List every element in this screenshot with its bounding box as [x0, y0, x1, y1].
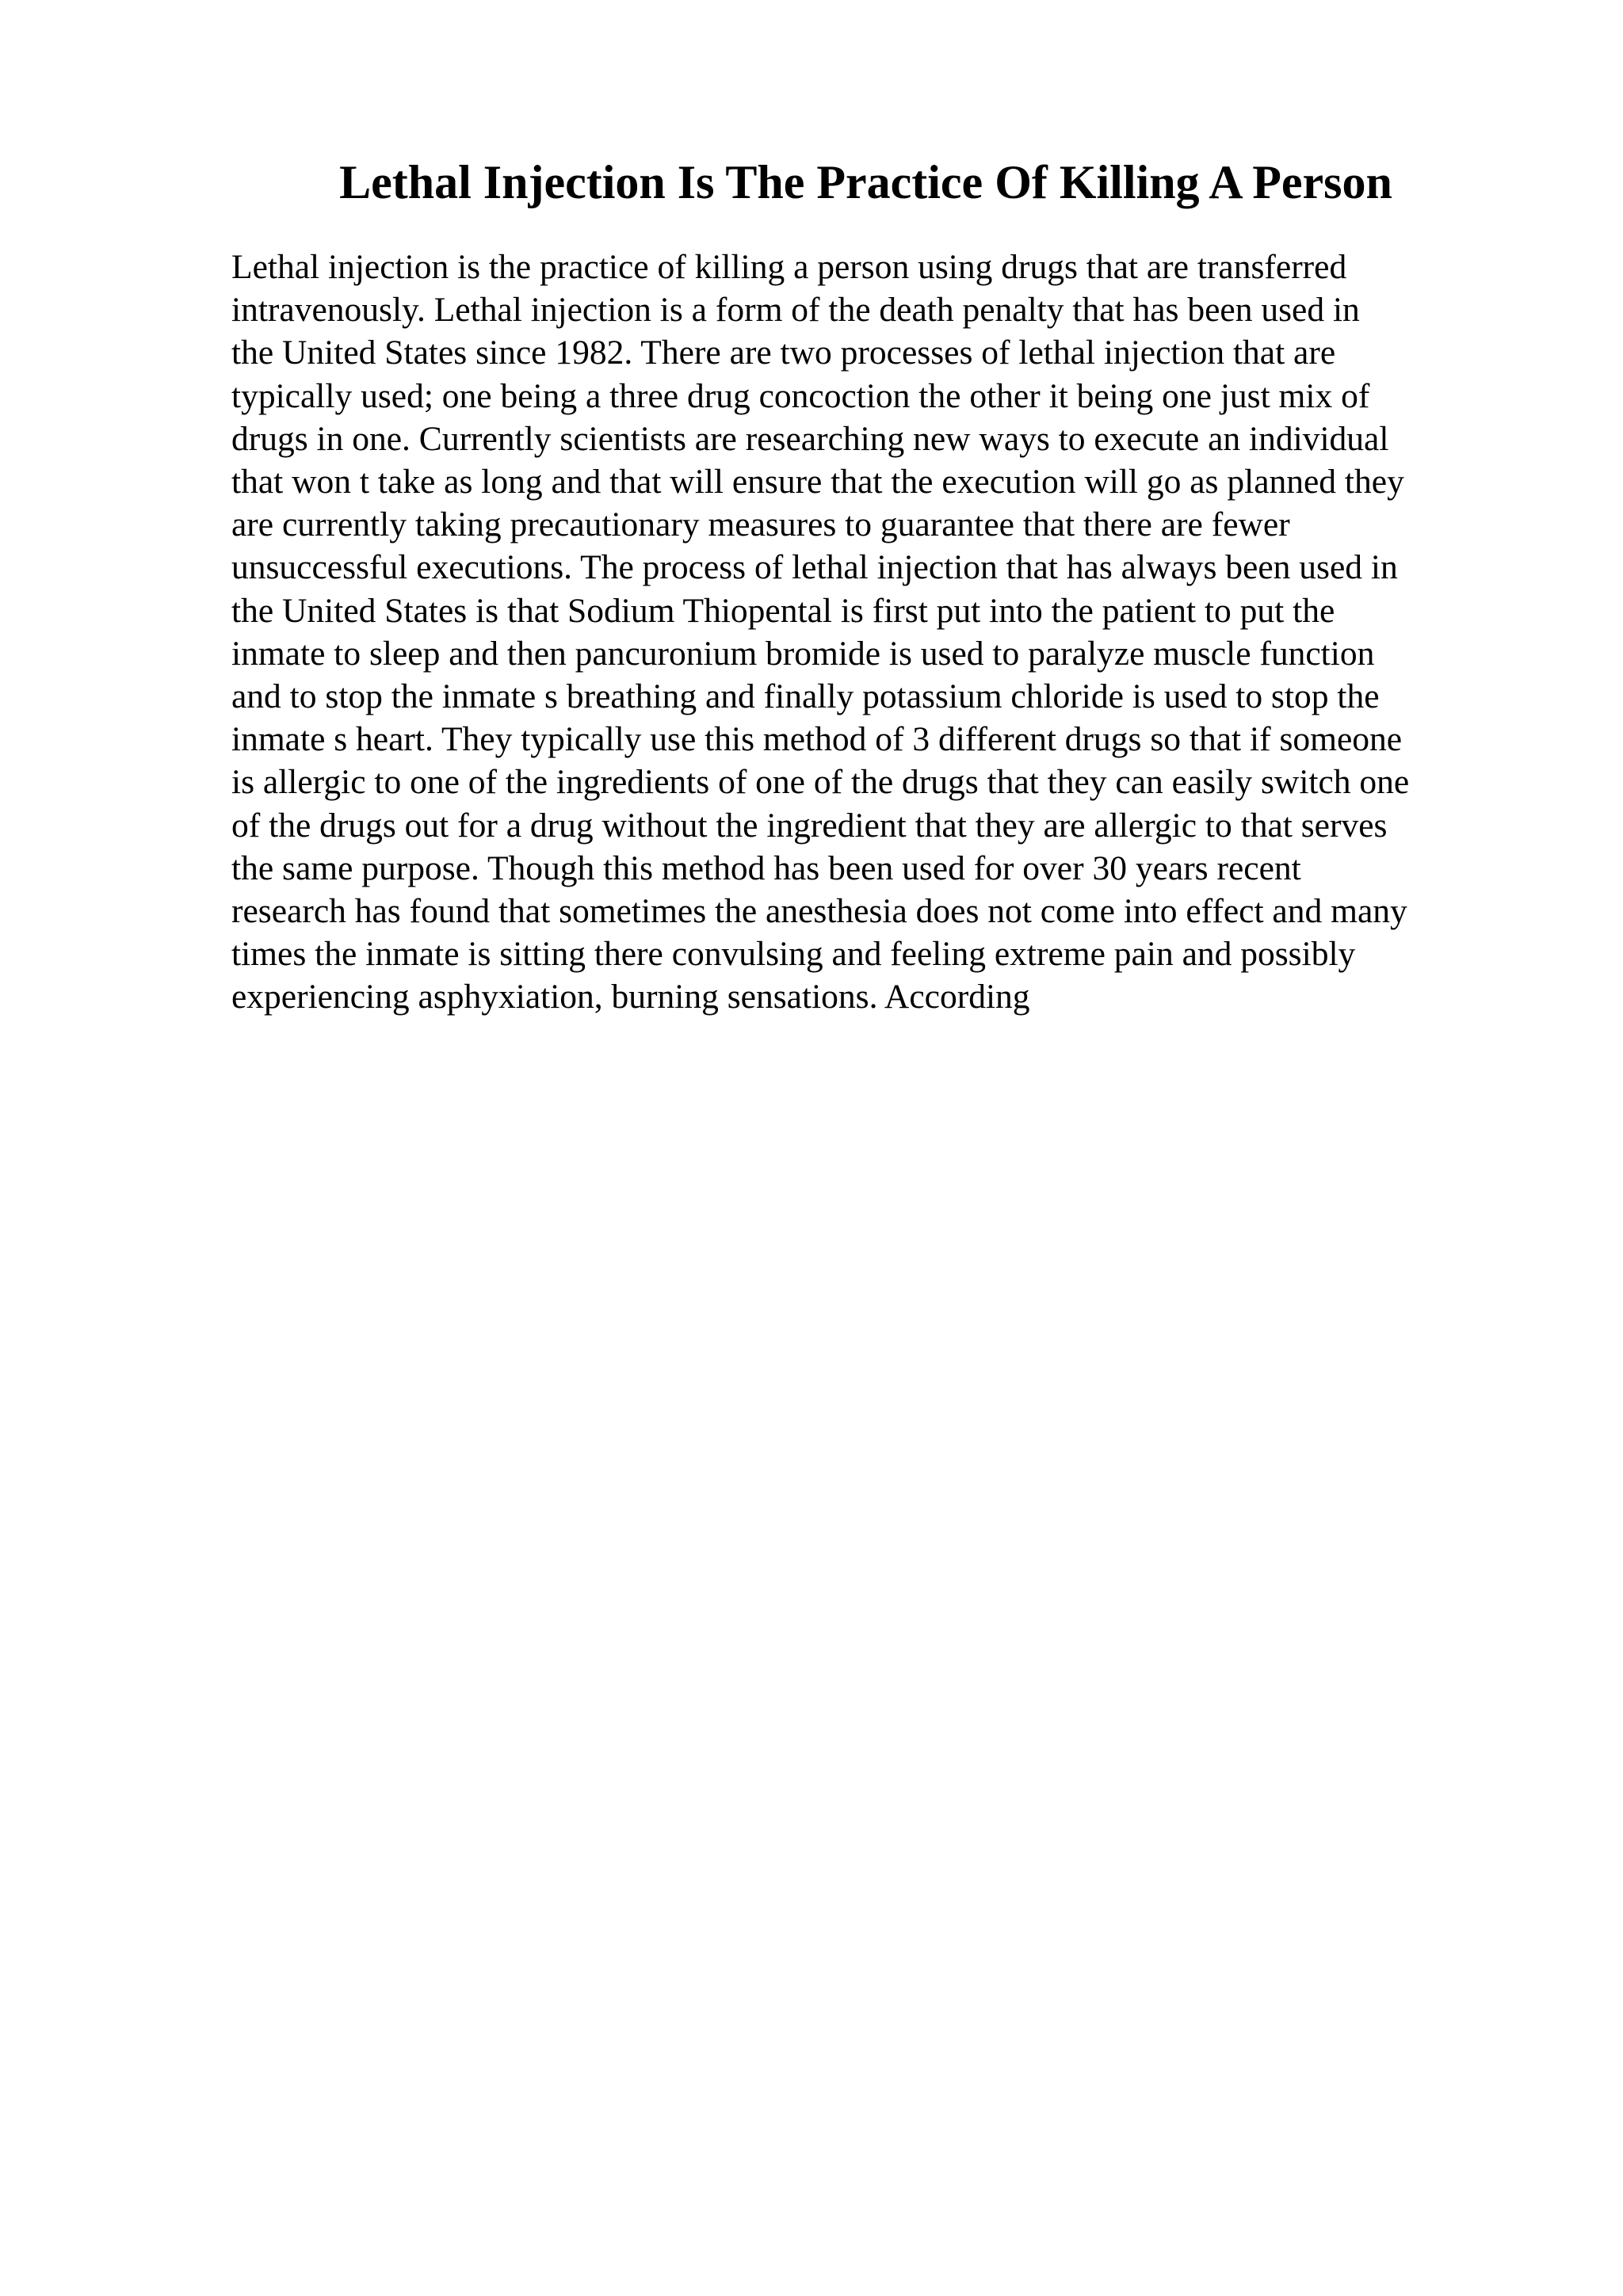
body-line: times the inmate is sitting there convulsing and feeling extreme pain and possibly — [231, 935, 1356, 974]
body-line: the United States since 1982. There are two processes of lethal injection that are — [231, 334, 1336, 372]
body-line: intravenously. Lethal injection is a form of the death penalty that has been used in — [231, 291, 1360, 330]
body-line: are currently taking precautionary measures to guarantee that there are fewer — [231, 505, 1290, 544]
body-line: research has found that sometimes the anesthesia does not come into effect and many — [231, 892, 1407, 931]
document-body — [231, 246, 1515, 1019]
body-line: and to stop the inmate s breathing and finally potassium chloride is used to stop the — [231, 677, 1380, 716]
body-line: inmate s heart. They typically use this method of 3 different drugs so that if someone — [231, 720, 1403, 759]
body-line: typically used; one being a three drug concoction the other it being one just mix of — [231, 376, 1370, 415]
body-line: is allergic to one of the ingredients of one of the drugs that they can easily switch one — [231, 763, 1410, 802]
body-line: of the drugs out for a drug without the ingredient that they are allergic to that serves — [231, 806, 1388, 845]
body-line: experiencing asphyxiation, burning sensations. According — [231, 978, 1030, 1016]
body-line: that won t take as long and that will ensure that the execution will go as planned they — [231, 463, 1404, 502]
body-line: inmate to sleep and then pancuronium bromide is used to paralyze muscle function — [231, 634, 1375, 673]
body-line: Lethal injection is the practice of killing a person using drugs that are transferred — [231, 248, 1347, 286]
body-line: the same purpose. Though this method has been used for over 30 years recent — [231, 849, 1301, 887]
body-line: the United States is that Sodium Thiopental is first put into the patient to put the — [231, 591, 1335, 630]
body-line: drugs in one. Currently scientists are researching new ways to execute an individual — [231, 419, 1389, 458]
document-title: Lethal Injection Is The Practice Of Killing A Person — [339, 156, 1392, 208]
body-line: unsuccessful executions. The process of lethal injection that has always been used in — [231, 548, 1398, 587]
